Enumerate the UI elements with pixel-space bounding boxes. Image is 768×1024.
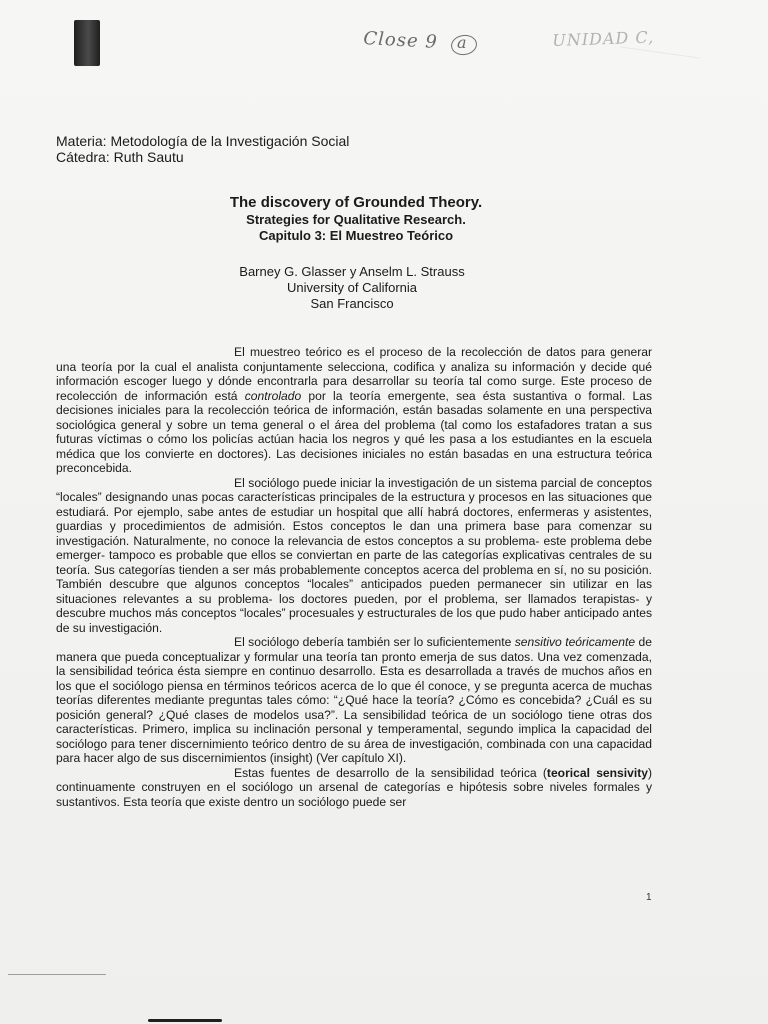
- subject-line: Materia: Metodología de la Investigación Social: [56, 133, 350, 149]
- bottom-scan-rule: [8, 974, 106, 975]
- paragraph-2: El sociólogo puede iniciar la investigación de un sistema parcial de conceptos “locales” designando unas pocas características principales de la estructura y procesos en las situaciones que estudiará. Por ejemplo, sabe antes de estudiar un hospital que allí habrá doctores, enfermeras y asistentes, guardias y procedimientos de admisión. Estos conceptos le dan una primera base para comenzar su investigación. Naturalmente, no conoce la relevancia de estos conceptos a su problema- este problema debe emerger- tampoco es probable que ellos se conviertan en parte de las categorías explicativas centrales de su teoría. Sus categorías tienden a ser más probablemente conceptos acerca del problema en sí, no su posición. También descubre que algunos conceptos “locales” anticipados pueden permanecer sin utilizar en las situaciones relevantes a su problema- los doctores pueden, por el problema, ser llamados terapistas- y descubre muchos más conceptos “locales” procesuales y estructurales de los que pudo haber anticipado antes de su investigación.: [56, 475, 652, 635]
- handwritten-annotation-right: UNIDAD C,: [552, 27, 655, 50]
- paragraph-1-emphasis: controlado: [244, 388, 302, 403]
- author-block: [198, 264, 506, 312]
- document-header: [56, 133, 416, 165]
- subtitle-line-2: Capitulo 3: El Muestreo Teórico: [258, 228, 454, 243]
- subtitle-line-1: Strategies for Qualitative Research.: [246, 212, 466, 227]
- page-number: 1: [646, 892, 652, 903]
- paragraph-3: [56, 635, 652, 766]
- handwritten-annotation-circle-letter: a: [457, 33, 467, 52]
- chair-line: Cátedra: Ruth Sautu: [56, 149, 184, 165]
- body-text: [56, 345, 652, 809]
- paragraph-1-start: El muestreo teórico es el proceso de la recolección de datos para generar una teoría por la cual el analista conjuntamente selecciona, codifica y analiza su información y decide qué información escoger luego y dónde encontrarla para desarrollar su teoría tal como surge. Este proceso de recolección de información está: [56, 345, 652, 403]
- scan-corner-mark: [74, 20, 100, 66]
- title-block: [184, 194, 528, 244]
- author-names: Barney G. Glasser y Anselm L. Strauss: [239, 264, 465, 279]
- paragraph-3-emphasis: sensitivo teóricamente: [514, 635, 636, 649]
- paragraph-4-end: ) continuamente construyen en el sociólogo un arsenal de categorías e hipótesis sobre niveles formales y sustantivos. Esta teoría que existe dentro un sociólogo puede ser: [56, 765, 652, 809]
- handwritten-annotation-left: Close 9: [362, 28, 439, 53]
- institution-name: University of California: [286, 280, 418, 295]
- main-title: The discovery of Grounded Theory.: [229, 194, 483, 211]
- paragraph-1-end: por la teoría emergente, sea ésta sustantiva o formal. Las decisiones iniciales para la recolección teórica de información, están basadas solamente en una perspectiva sociológica general y sobre un tema general o el área del problema (tal como los estafadores tratan a sus futuras víctimas o cómo los policías actúan hacia los negros y qué les pasa a los estudiantes en la escuela médica que los convierte en doctores). Las decisiones iniciales no están basadas en una estructura teórica preconcebida.: [56, 388, 652, 475]
- paragraph-4: [56, 766, 652, 810]
- paragraph-1: [56, 345, 652, 476]
- paragraph-3-start: El sociólogo debería también ser lo suficientemente: [234, 635, 515, 649]
- city-name: San Francisco: [310, 296, 394, 311]
- paragraph-4-start: Estas fuentes de desarrollo de la sensibilidad teórica (: [234, 765, 547, 780]
- paragraph-4-bold: teorical sensivity: [546, 765, 648, 780]
- paragraph-3-end: de manera que pueda conceptualizar y formular una teoría tan pronto emerja de sus datos. Una vez comenzada, la sensibilidad teórica ésta siempre en continuo desarrollo. Esta es desarrollada a través de muchos años en los que el sociólogo piensa en términos teóricos acerca de lo que él conoce, y se pregunta acerca de muchas teorías diferentes mediante preguntas tales cómo: “¿Qué hace la teoría? ¿Cómo es concebida? ¿Cuál es su posición general? ¿Qué clases de modelos usa?”. La sensibilidad teórica de un sociólogo tiene otras dos características. Primero, implica su inclinación personal y temperamental, segundo implica la capacidad del sociólogo para tener discernimiento teórico dentro de su área de investigación, combinada con una capacidad para hacer algo de sus discernimientos (insight) (Ver capítulo XI).: [56, 635, 652, 765]
- bottom-scan-smudge: [148, 1019, 222, 1022]
- scan-noise-line: [620, 46, 699, 58]
